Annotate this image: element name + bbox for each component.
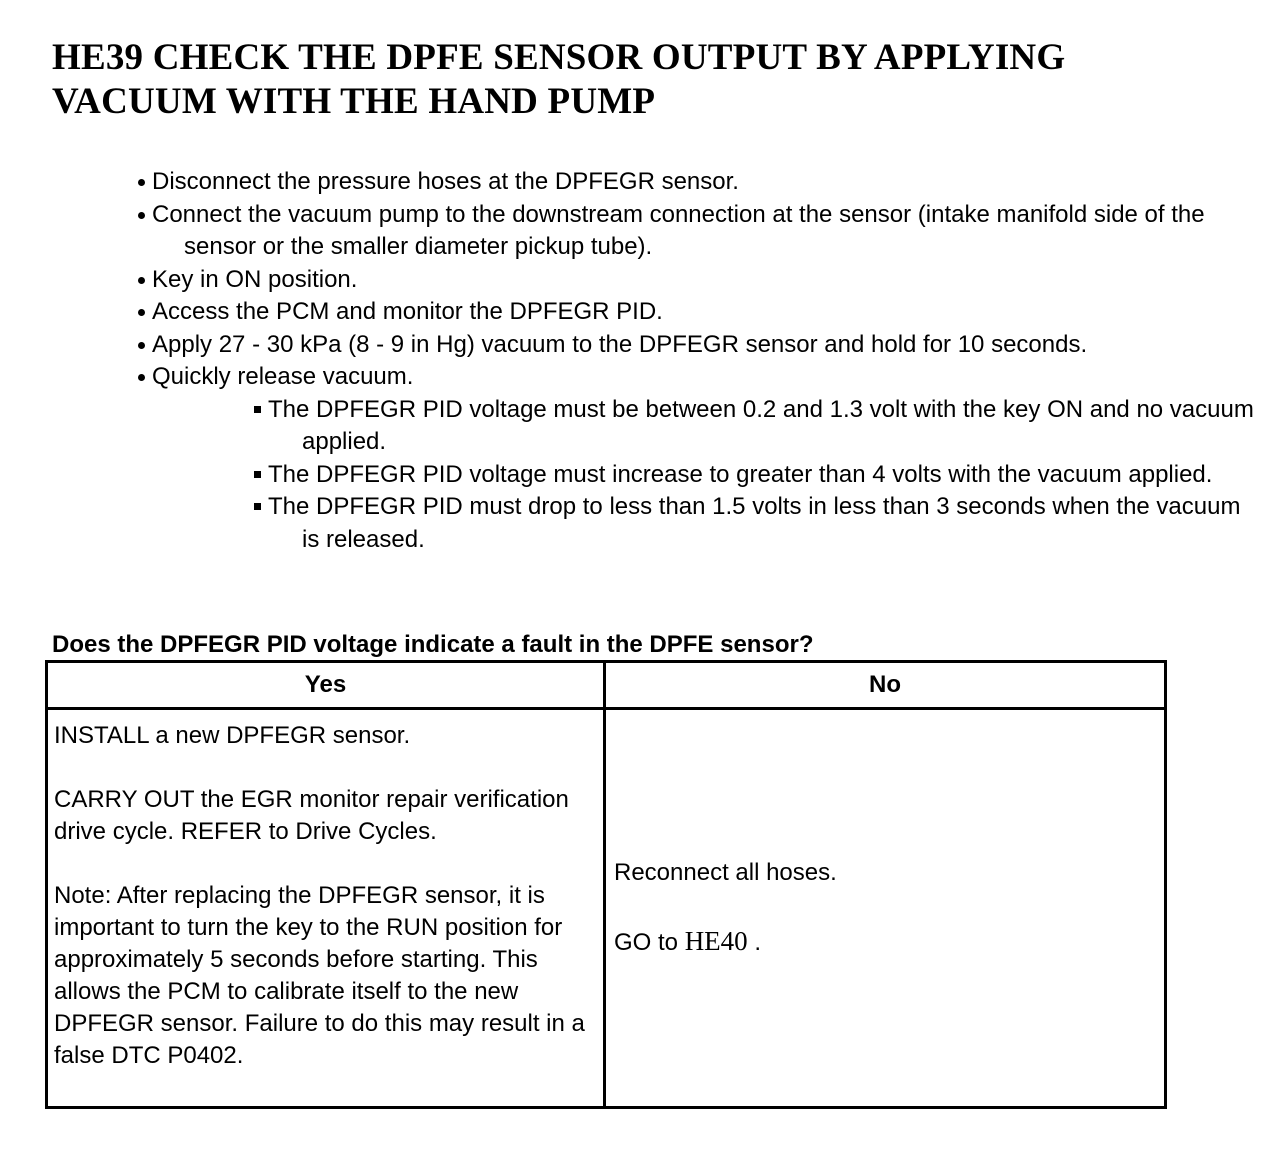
procedure-step <box>136 329 1261 362</box>
decision-question: Does the DPFEGR PID voltage indicate a fault in the DPFE sensor? <box>52 631 814 658</box>
yes-column-header: Yes <box>47 662 605 709</box>
yes-action-install: INSTALL a new DPFEGR sensor. <box>54 722 411 749</box>
table-row <box>47 709 1166 1108</box>
no-action-goto <box>614 925 1158 959</box>
step-text: Apply 27 - 30 kPa (8 - 9 in Hg) vacuum to the DPFEGR sensor and hold for 10 seconds. <box>152 330 1088 358</box>
procedure-step <box>136 166 1261 199</box>
criteria-text: The DPFEGR PID voltage must increase to greater than 4 volts with the vacuum applied. <box>268 460 1213 488</box>
result-criteria <box>152 394 1261 557</box>
step-text: Connect the vacuum pump to the downstream connection at the sensor (intake manifold side of the sensor or the smaller diameter pickup tube). <box>152 200 1205 260</box>
criteria-item <box>252 459 1261 492</box>
goto-he40-link[interactable]: HE40 <box>684 926 748 956</box>
procedure-step <box>136 361 1261 556</box>
goto-prefix: GO to <box>614 929 685 956</box>
step-text: Key in ON position. <box>152 265 358 293</box>
yes-action-drive-cycle: CARRY OUT the EGR monitor repair verification drive cycle. REFER to Drive Cycles. <box>54 786 569 845</box>
criteria-text: The DPFEGR PID must drop to less than 1.5 volts in less than 3 seconds when the vacuum is released. <box>268 493 1241 553</box>
procedure-steps <box>136 166 1261 556</box>
no-action-cell <box>605 709 1166 1108</box>
step-text: Access the PCM and monitor the DPFEGR PID. <box>152 298 663 325</box>
step-text: Disconnect the pressure hoses at the DPFEGR sensor. <box>152 168 739 195</box>
no-column-header: No <box>605 662 1166 709</box>
goto-suffix: . <box>747 929 762 956</box>
step-text: Quickly release vacuum. <box>152 363 414 390</box>
criteria-item <box>252 491 1261 556</box>
procedure-step <box>136 264 1261 297</box>
decision-table <box>45 660 1167 1109</box>
table-header-row <box>47 662 1166 709</box>
page-title: HE39 CHECK THE DPFE SENSOR OUTPUT BY APPLYING VACUUM WITH THE HAND PUMP <box>52 37 1066 122</box>
procedure-step <box>136 296 1261 329</box>
criteria-item <box>252 394 1261 459</box>
no-action-reconnect: Reconnect all hoses. <box>614 859 837 886</box>
criteria-text: The DPFEGR PID voltage must be between 0.2 and 1.3 volt with the key ON and no vacuum applied. <box>268 395 1254 455</box>
yes-action-cell <box>47 709 605 1108</box>
yes-action-note: Note: After replacing the DPFEGR sensor, it is important to turn the key to the RUN position for approximately 5 seconds before starting. This allows the PCM to calibrate itself to the new DPFEGR sensor. Failure to do this may result in a false DTC P0402. <box>54 882 585 1069</box>
procedure-step <box>136 199 1261 264</box>
